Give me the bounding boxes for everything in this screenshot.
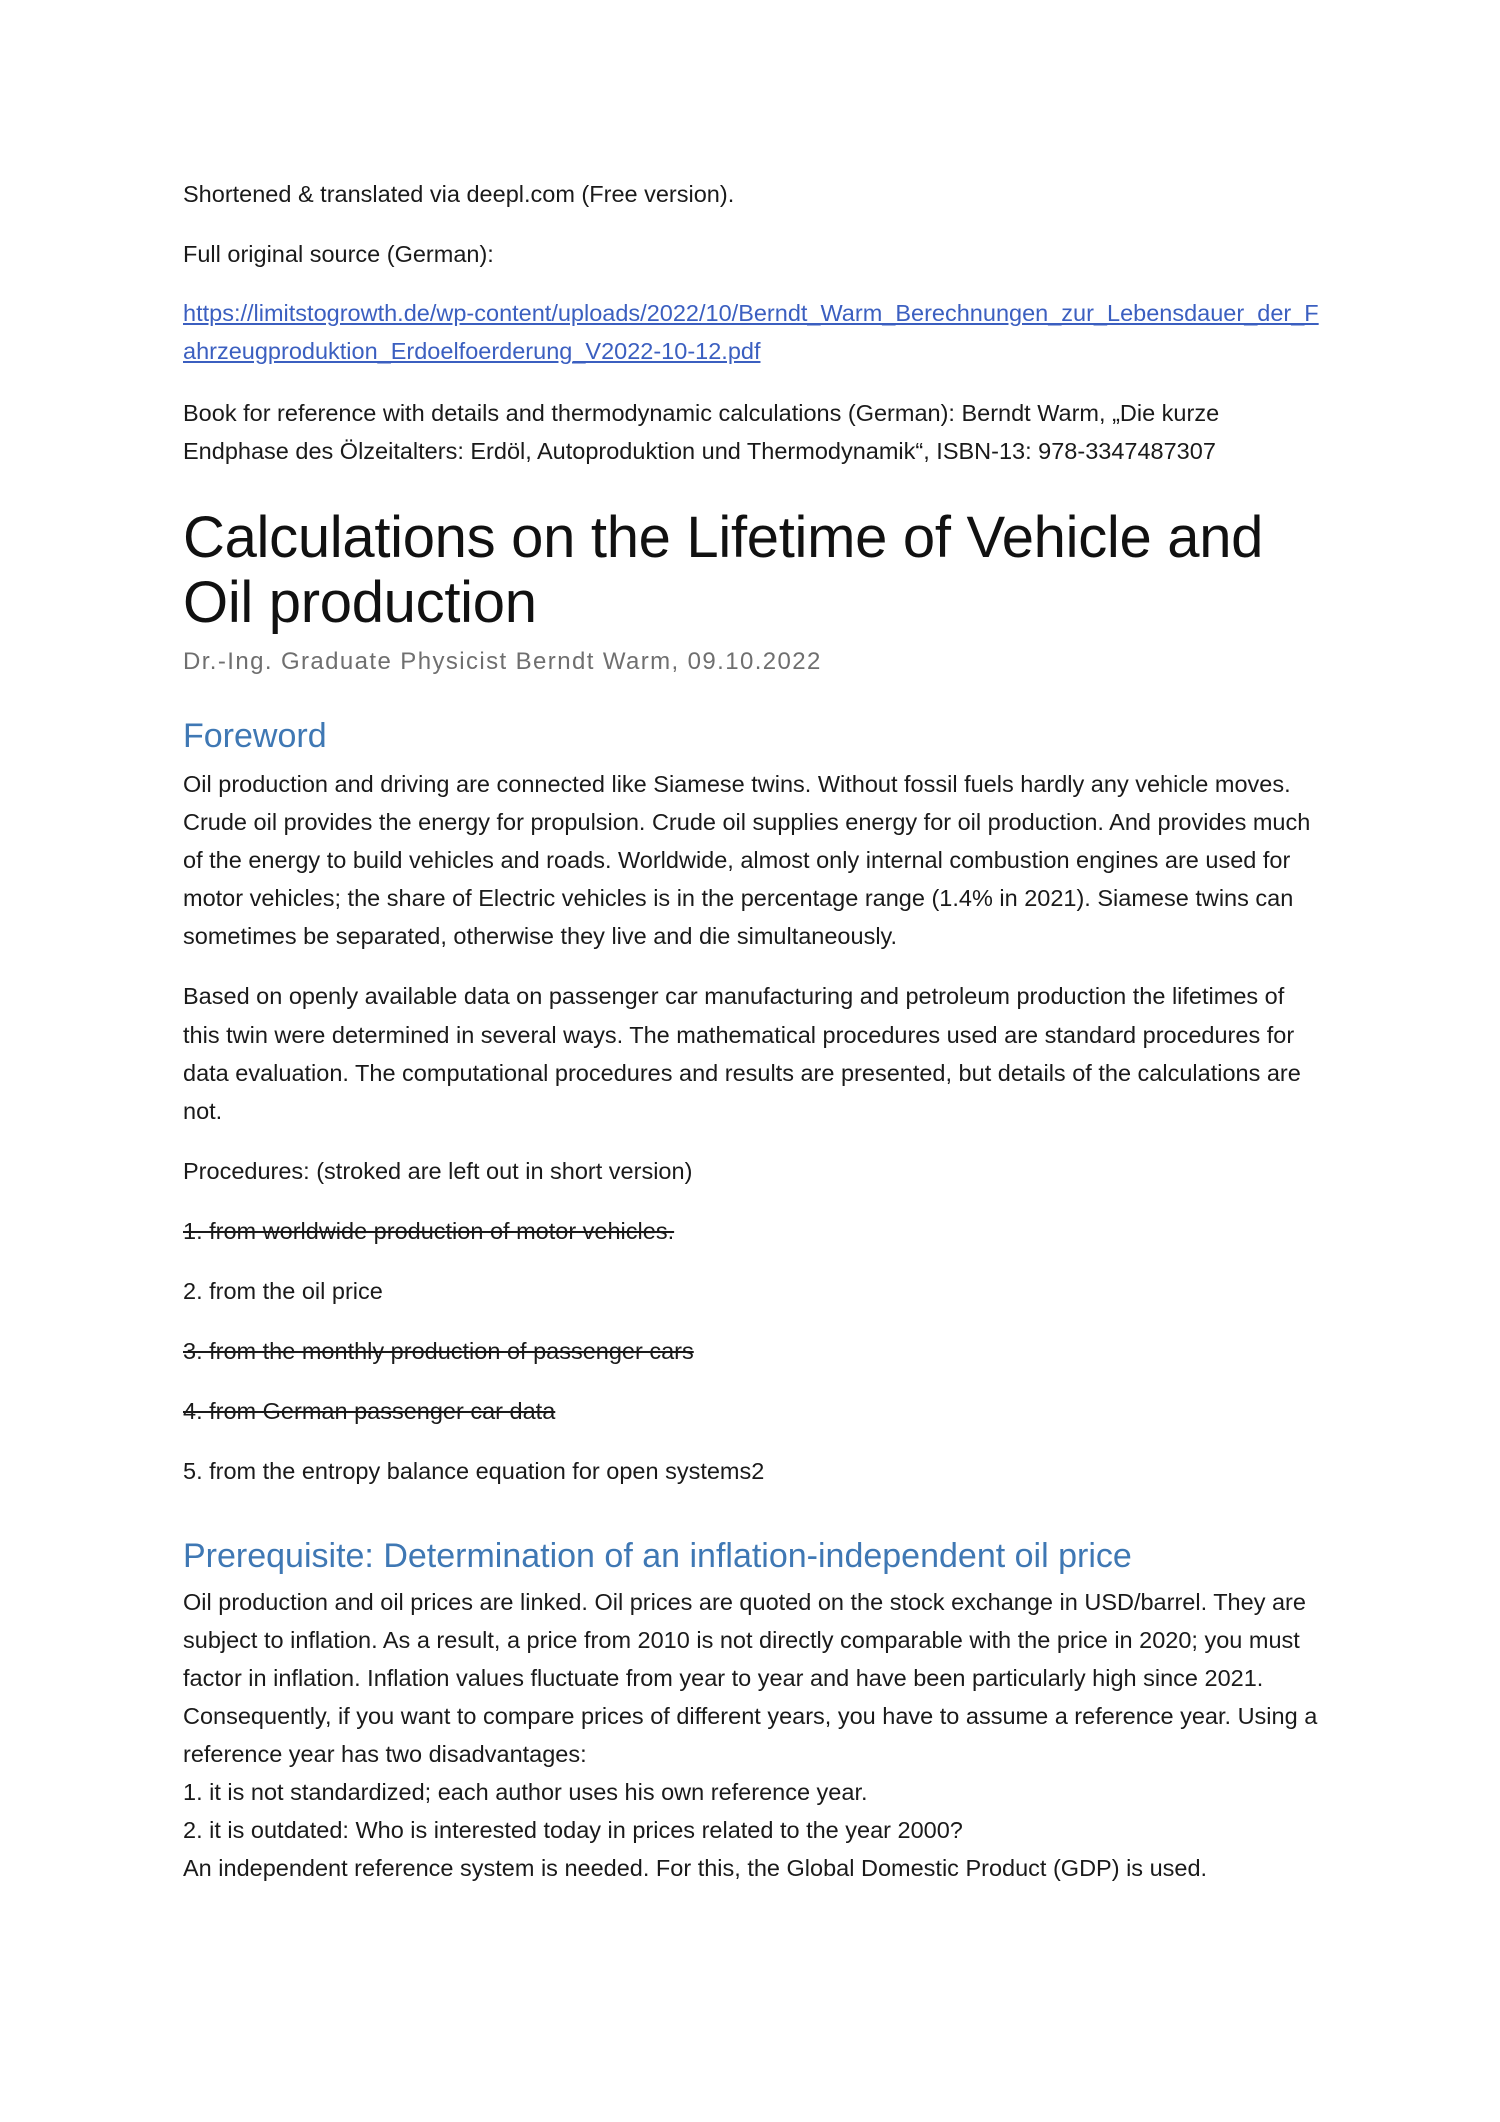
- procedure-item-2: 2. from the oil price: [183, 1277, 383, 1304]
- source-url-link[interactable]: https://limitstogrowth.de/wp-content/uploads/2022/10/Berndt_Warm_Berechnungen_zur_Lebensdauer_der_Fahrzeugproduktion_Erdoelfoerderung_V2022-10-12.pdf: [183, 300, 1319, 364]
- author-byline: Dr.-Ing. Graduate Physicist Berndt Warm, 09.10.2022: [183, 648, 822, 676]
- prerequisite-line-2: 2. it is outdated: Who is interested today in prices related to the year 2000?: [183, 1817, 963, 1844]
- prerequisite-line-3: An independent reference system is needed. For this, the Global Domestic Product (GDP) is used.: [183, 1855, 1208, 1882]
- page-title: Calculations on the Lifetime of Vehicle and Oil production: [183, 505, 1264, 636]
- foreword-paragraph-1: Oil production and driving are connected like Siamese twins. Without fossil fuels hardly any vehicle moves. Crude oil provides the energy for propulsion. Crude oil supplies energy for oil production. And provides much of the energy to build vehicles and roads. Worldwide, almost only internal combustion engines are used for motor vehicles; the share of Electric vehicles is in the percentage range (1.4% in 2021). Siamese twins can sometimes be separated, otherwise they live and die simultaneously.: [183, 771, 1311, 950]
- procedure-item-4: 4. from German passenger car data: [183, 1397, 556, 1424]
- procedure-item-5: 5. from the entropy balance equation for open systems2: [183, 1458, 765, 1485]
- book-reference: Book for reference with details and thermodynamic calculations (German): Berndt Warm, „Die kurze Endphase des Ölzeitalters: Erdöl, Autoproduktion und Thermodynamik“, ISBN-13: 978-3347487307: [183, 400, 1220, 465]
- source-url-block: [183, 295, 1320, 370]
- section-heading-foreword: Foreword: [183, 717, 327, 756]
- procedure-item-3: 3. from the monthly production of passenger cars: [183, 1337, 694, 1364]
- prerequisite-paragraph-1: Oil production and oil prices are linked. Oil prices are quoted on the stock exchange in USD/barrel. They are subject to inflation. As a result, a price from 2010 is not directly comparable with the price in 2020; you must factor in inflation. Inflation values fluctuate from year to year and have been particularly high since 2021. Consequently, if you want to compare prices of different years, you have to assume a reference year. Using a reference year has two disadvantages:: [183, 1588, 1318, 1768]
- source-label: Full original source (German):: [183, 241, 494, 268]
- foreword-paragraph-3: Procedures: (stroked are left out in short version): [183, 1157, 693, 1184]
- prerequisite-line-1: 1. it is not standardized; each author uses his own reference year.: [183, 1779, 868, 1806]
- translation-note: Shortened & translated via deepl.com (Free version).: [183, 181, 735, 207]
- foreword-paragraph-2: Based on openly available data on passenger car manufacturing and petroleum production the lifetimes of this twin were determined in several ways. The mathematical procedures used are standard procedures for data evaluation. The computational procedures and results are presented, but details of the calculations are not.: [183, 983, 1301, 1124]
- procedure-item-1: 1. from worldwide production of motor vehicles.: [183, 1217, 675, 1244]
- prerequisite-numbered-lines: [183, 1773, 1320, 1887]
- section-heading-prerequisite: Prerequisite: Determination of an inflation-independent oil price: [183, 1537, 1132, 1576]
